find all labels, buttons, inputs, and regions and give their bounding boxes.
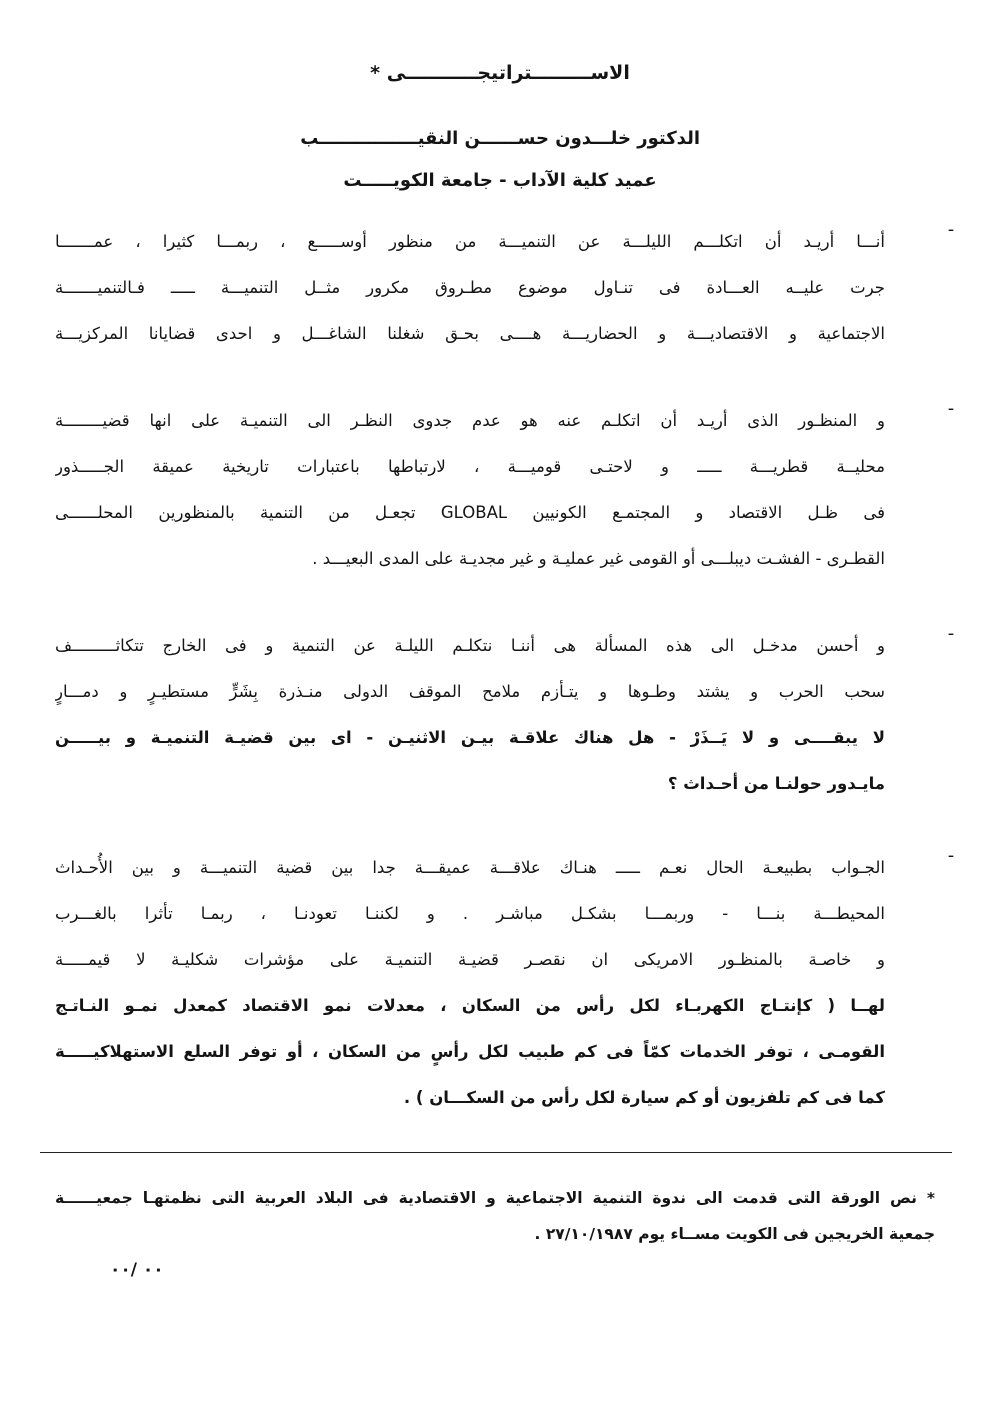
text-line: كما فى كم تلفزيون أو كم سيارة لكل رأس من السكـــان ) . <box>403 1088 885 1107</box>
paragraph-marker: - <box>947 398 955 419</box>
text-line: لا يبقــــى و لا يَــذَرْ - هل هناك علاقـة بيـن الاثنيـن - اى بين قضيـة التنميـة و بيـــــن <box>55 728 885 747</box>
author-name: الدكتور خلـــدون حســــــن النقيــــــــــــــــب <box>300 128 700 149</box>
text-line: المحيطـــة بنـــا - وربمـــا بشكـل مباشـر . و لكننـا تعودنـا ، ربمـا تأثرا بالغـــرب <box>55 904 885 923</box>
page-marker: ٠٠ /٠٠ <box>110 1260 164 1280</box>
text-line: جرت عليــه العـــادة فى تنـاول موضوع مطـروق مكرور مثــل التنميـــة ـــــ فـالتنميـــــــة <box>55 278 885 297</box>
footnote-line: جمعية الخريجين فى الكويت مســاء يوم ٢٧/١٠/١٩٨٧ . <box>534 1225 935 1243</box>
author-affiliation: عميد كلية الآداب - جامعة الكويـــــت <box>343 170 657 191</box>
text-line: القطـرى - الفشـت ديبلـــى أو القومى غير عمليـة و غير مجديـة على المدى البعيـــد . <box>312 549 885 568</box>
text-line: و المنظـور الذى أريـد أن اتكلـم عنه هو عدم جدوى النظـر الى التنميـة على انها قضيــــــــة <box>55 411 885 430</box>
text-line: سحب الحرب و يشتد وطـوها و يتـأزم ملامح الموقف الدولى منـذرة بِشَرٍّ مستطيـرٍ و دمـــارٍ <box>55 682 885 701</box>
text-line: القومـى ، توفر الخدمات كمّاً فى كم طبيب لكل رأسٍ من السكان ، أو توفر السلع الاستهلاكيـــــة <box>55 1042 885 1061</box>
footnote <box>55 1180 935 1252</box>
text-line: محليــة قطريـــة ـــــ و لاحتـى قوميـــة ، لارتباطها باعتبارات تاريخية عميقة الجـــــذور <box>55 457 885 476</box>
text-line: فى ظـل الاقتصاد و المجتمـع الكونيين GLOBAL تجعـل من التنمية بالمنظورين المحلــــــى <box>55 503 885 522</box>
footnote-line: * نص الورقة التى قدمت الى ندوة التنمية الاجتماعية و الاقتصادية فى البلاد العربية التى نظمتهـا جمعيــــــة <box>55 1189 935 1207</box>
footnote-divider <box>40 1152 952 1153</box>
paragraph-2 <box>55 398 885 582</box>
text-line: الاجتماعية و الاقتصاديـــة و الحضاريـــة هــــى بحـق شغلنا الشاغـــل و احدى قضايانا المركزيـــة <box>55 324 885 343</box>
paragraph-marker: - <box>947 845 955 866</box>
paragraph-marker: - <box>947 623 955 644</box>
paragraph-4 <box>55 845 885 1121</box>
paragraph-1 <box>55 219 885 357</box>
paragraph-marker: - <box>947 219 955 240</box>
document-title: الاســـــــــتراتيجـــــــــــى * <box>370 62 630 84</box>
text-line: مايـدور حولنـا من أحـداث ؟ <box>667 774 885 793</box>
text-line: الجـواب بطبيعـة الحال نعـم ـــــ هنـاك علاقـــة عميقـــة جدا بين قضية التنميـــة و بين الأُحـداث <box>55 858 885 877</box>
text-line: لهــا ( كإنتـاج الكهربـاء لكل رأس من السكان ، معدلات نمو الاقتصاد كمعدل نمـو النـاتـج <box>55 996 885 1015</box>
text-line: و أحسن مدخـل الى هذه المسألة هى أننـا نتكلـم الليلـة عن التنمية و فى الخارج تتكاثـــــــــف <box>55 636 885 655</box>
text-line: و خاصـة بالمنظـور الامريكى ان نقصـر قضيـة التنميـة على مؤشرات شكليـة لا قيمـــــة <box>55 950 885 969</box>
paragraph-3 <box>55 623 885 807</box>
text-line: أنـــا أريـد أن اتكلـــم الليلـــة عن التنميـــة من منظور أوســـــع ، ربمـــا كثيرا ، عمـــــــا <box>55 232 885 251</box>
